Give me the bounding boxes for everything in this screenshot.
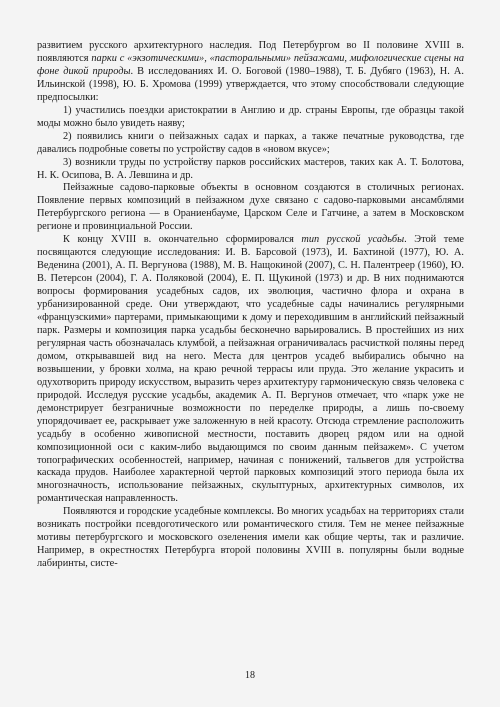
text-run: . Этой теме посвящаются следующие исследования: И. В. Барсовой (1973), И. Бахтиной (1977), Ю. А. Веденина (2001), А. П. Вергунова (1988), М. В. Нащокиной (2007), С. Н. Палентреер (1960), Ю. В. Петерсон (2004), Г. А. Поляковой (2004), Е. П. Щукиной (1973) и др. В них поднимаются вопросы формирования усадебных садов, их эволюция, частично флора и охрана в урбанизированной среде. Они утверждают, что усадебные сады начинались регулярными «французскими» партерами, примыкающими к дому и переходившим в английский пейзажный парк. Размеры и композиция парка усадьбы бесконечно варьировались. В простейших из них регулярная часть обозначалась клумбой, а пейзажная ограничивалась расчисткой поляны перед домом, открывавшей вид на него. Места для центров усадеб выбирались обычно на возвышении, у бровки холма, на краю речной террасы или пруда. Это желание украсить и одухотворить природу искусством, выразить через архитектуру гармоническую связь человека с природой. Исследуя русские усадьбы, академик А. П. Вергунов отмечает, что «парк уже не демонстрирует безграничные возможности по переделке природы, а лишь по-своему упорядочивает ее, раскрывает уже заложенную в ней красоту. Отсюда стремление расположить усадьбу в особенно живописной местности, поставить дворец рядом или на одной композиционной оси с каким-либо выдающимся по своим данным пейзажем». С учетом топографических особенностей, например, начиная с понижений, тальвегов для устройства каскада прудов. Наиболее характерной чертой парковых композиций этого периода была их многозначность, использование пейзажных, скульптурных, архитектурных символов, их романтическая направленность. bbox=[37, 234, 464, 505]
paragraph bbox=[37, 131, 464, 157]
paragraph bbox=[37, 182, 464, 234]
paragraph bbox=[37, 506, 464, 571]
paragraph bbox=[37, 105, 464, 131]
text-run: . В исследованиях И. О. Боговой (1980–1988), Т. Б. Дубяго (1963), Н. А. Ильинской (1998), Ю. Б. Хромова (1999) утверждается, что этому способствовали следующие предпосылки: bbox=[37, 65, 464, 103]
paragraph bbox=[37, 157, 464, 183]
body-text bbox=[37, 40, 464, 571]
text-run: 1) участились поездки аристократии в Англию и др. страны Европы, где образцы такой моды можно было увидеть наяву; bbox=[37, 104, 464, 129]
text-run: 2) появились книги о пейзажных садах и парках, а также печатные руководства, где давались подробные советы по устройству садов в «новом вкусе»; bbox=[37, 130, 464, 155]
italic-text: тип русской усадьбы bbox=[301, 234, 405, 246]
text-run: К концу XVIII в. окончательно сформировался bbox=[63, 234, 302, 246]
page-number: 18 bbox=[245, 670, 255, 681]
paragraph bbox=[37, 40, 464, 105]
text-run: развитием русского архитектурного наследия. Под Петербургом во II половине XVIII в. появляются bbox=[37, 40, 464, 64]
paragraph bbox=[37, 234, 464, 506]
text-run: 3) возникли труды по устройству парков российских мастеров, таких как А. Т. Болотова, Н. К. Осипова, В. А. Левшина и др. bbox=[37, 156, 464, 181]
italic-text: парки с «экзотическими», «пасторальными» пейзажами, мифологические сцены на фоне дикой природы bbox=[37, 52, 465, 77]
text-run: Появляются и городские усадебные комплексы. Во многих усадьбах на территориях стали возникать постройки псевдоготического или романтического стиля. Тем не менее пейзажные мотивы петербургского и московского озеленения имели как общие черты, так и различие. Например, в окрестностях Петербурга второй половины XVIII в. популярны были водные лабиринты, систе- bbox=[37, 506, 464, 570]
text-run: Пейзажные садово-парковые объекты в основном создаются в столичных регионах. Появление первых композиций в пейзажном духе связано с садово-парковыми ансамблями Петербургского региона — в Ораниенбауме, Царском Селе и Гатчине, а затем в Московском регионе и провинциальной России. bbox=[37, 182, 464, 233]
